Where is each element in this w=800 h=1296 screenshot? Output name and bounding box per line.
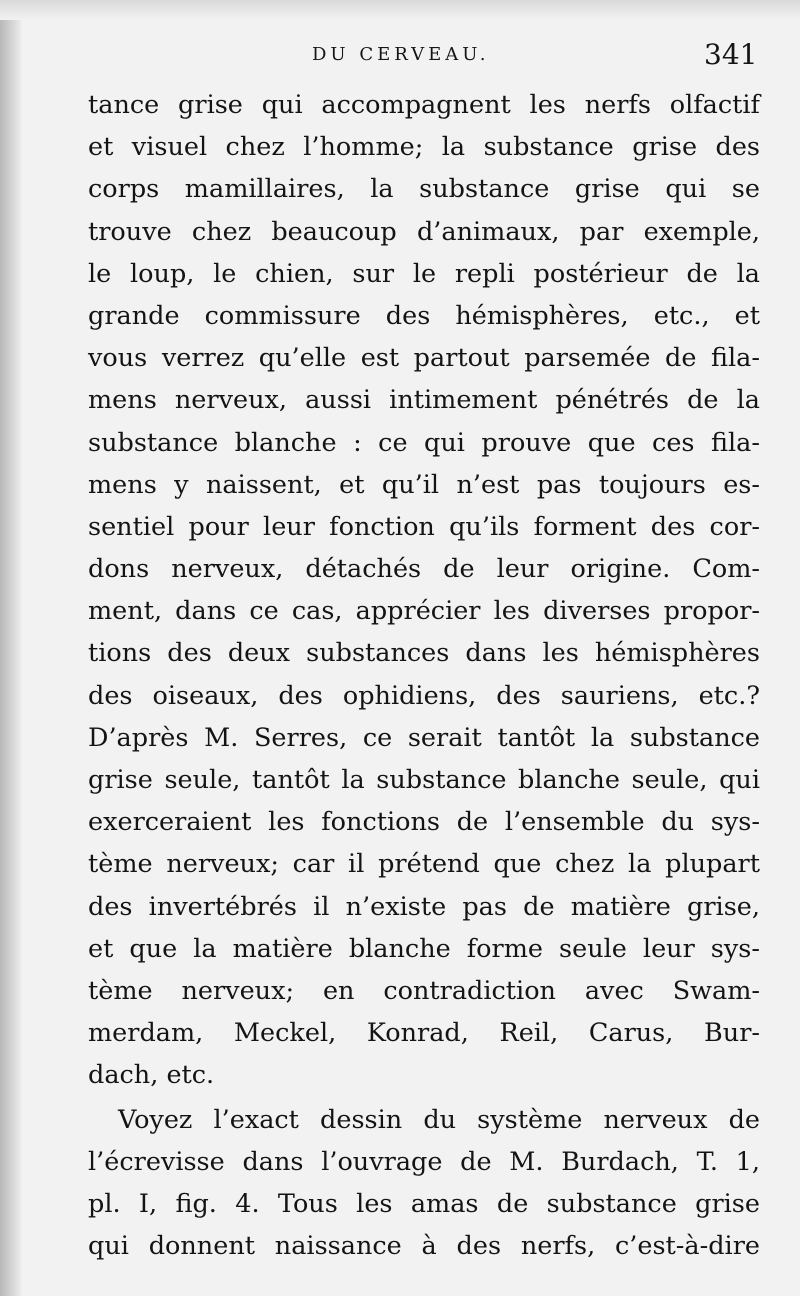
text-line: trouve chez beaucoup d’animaux, par exemple, [88, 216, 760, 247]
text-line: corps mamillaires, la substance grise qui se [88, 174, 760, 205]
page-header [0, 38, 800, 78]
text-line: et que la matière blanche forme seule leur sys- [88, 933, 760, 964]
page-number: 341 [704, 38, 758, 71]
text-line: pl. I, fig. 4. Tous les amas de substance grise [88, 1188, 760, 1219]
paragraph-2 [88, 1099, 760, 1268]
running-head: DU CERVEAU. [312, 44, 490, 65]
text-line: qui donnent naissance à des nerfs, c’est-à-dire [88, 1231, 760, 1262]
text-line: grise seule, tantôt la substance blanche seule, qui [88, 765, 760, 795]
text-line: des oiseaux, des ophidiens, des sauriens, etc.? [88, 680, 760, 711]
text-line: sentiel pour leur fonction qu’ils forment des cor- [88, 511, 760, 542]
text-line: l’écrevisse dans l’ouvrage de M. Burdach, T. 1, [88, 1146, 760, 1177]
text-line: tème nerveux; en contradiction avec Swam- [88, 975, 760, 1006]
text-line: tions des deux substances dans les hémisphères [88, 638, 760, 669]
text-line: tance grise qui accompagnent les nerfs olfactif [88, 90, 760, 120]
text-line: grande commissure des hémisphères, etc., et [88, 300, 760, 331]
text-line: D’après M. Serres, ce serait tantôt la substance [88, 722, 760, 753]
text-line: ment, dans ce cas, apprécier les diverses propor- [88, 596, 760, 627]
text-line: dons nerveux, détachés de leur origine. Com- [88, 554, 760, 585]
paragraph-1 [88, 84, 760, 1097]
text-line: mens y naissent, et qu’il n’est pas toujours es- [88, 469, 760, 500]
text-line: substance blanche : ce qui prouve que ces fila- [88, 427, 760, 458]
body-text [88, 84, 760, 1267]
text-line: Voyez l’exact dessin du système nerveux de [118, 1104, 760, 1135]
text-line: merdam, Meckel, Konrad, Reil, Carus, Bur- [88, 1018, 760, 1049]
text-line: des invertébrés il n’existe pas de matière grise, [88, 891, 760, 922]
text-line: et visuel chez l’homme; la substance grise des [88, 132, 760, 163]
text-line: mens nerveux, aussi intimement pénétrés de la [88, 385, 760, 416]
page-spine-shadow [0, 0, 22, 1296]
text-line: le loup, le chien, sur le repli postérieur de la [88, 258, 760, 289]
text-line: tème nerveux; car il prétend que chez la plupart [88, 849, 760, 880]
page-top-shadow [0, 0, 800, 20]
text-line: dach, etc. [88, 1060, 215, 1091]
text-line: vous verrez qu’elle est partout parsemée de fila- [88, 343, 760, 374]
text-line: exerceraient les fonctions de l’ensemble du sys- [88, 807, 760, 838]
